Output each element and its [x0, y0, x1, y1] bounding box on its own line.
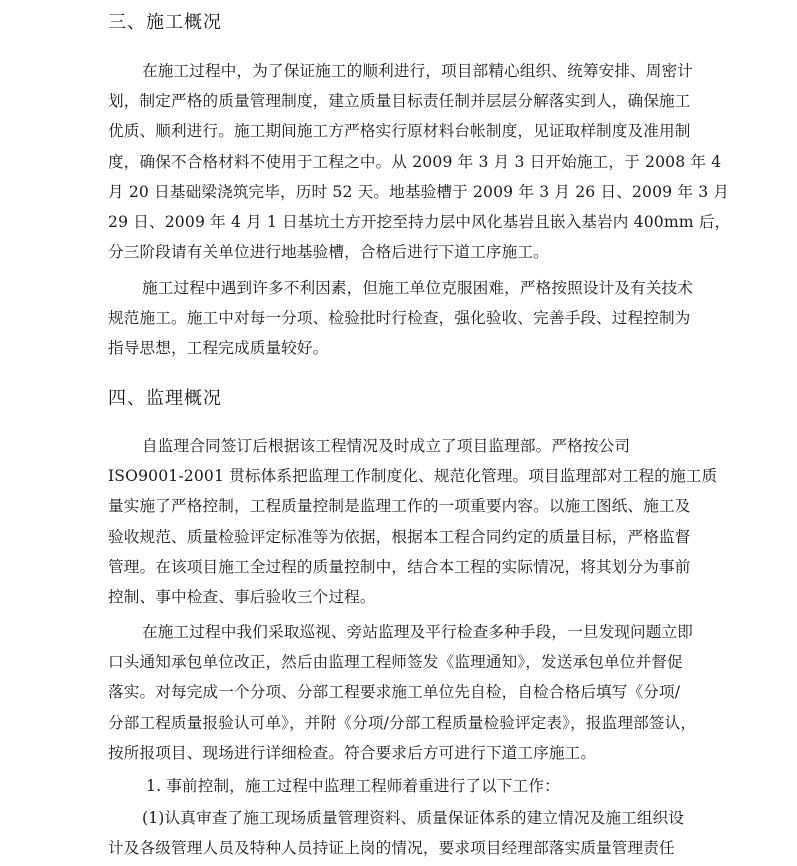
- text-line: 优质、顺利进行。施工期间施工方严格实行原材料台帐制度，见证取样制度及准用制: [108, 122, 691, 141]
- text-line: 自监理合同签订后根据该工程情况及时成立了项目监理部。严格按公司: [142, 437, 631, 455]
- text-line: 施工过程中遇到许多不利因素，但施工单位克服困难，严格按照设计及有关技术: [142, 279, 694, 297]
- text-line: 落实。对每完成一个分项、分部工程要求施工单位先自检，自检合格后填写《分项/: [108, 683, 681, 702]
- text-line: 在施工过程中，为了保证施工的顺利进行，项目部精心组织、统筹安排、周密计: [142, 62, 694, 80]
- text-line: 管理。在该项目施工全过程的质量控制中，结合本工程的实际情况，将其划分为事前: [108, 557, 691, 576]
- text-line: 在施工过程中我们采取巡视、旁站监理及平行检查多种手段，一旦发现问题立即: [142, 623, 694, 641]
- section-4-item-1: [108, 771, 700, 801]
- text-line: 划，制定严格的质量管理制度，建立质量目标责任制并层层分解落实到人，确保施工: [108, 92, 691, 111]
- text-line: 控制、事中检查、事后验收三个过程。: [108, 588, 376, 607]
- text-line: 度，确保不合格材料不使用于工程之中。从 2009 年 3 月 3 日开始施工，于 2008 年 4: [108, 152, 722, 171]
- text-line: 规范施工。施工中对每一分项、检验批时行检查，强化验收、完善手段、过程控制为: [108, 309, 691, 328]
- list-item: 1. 事前控制，施工过程中监理工程师着重进行了以下工作：: [146, 777, 560, 795]
- text-line: 计及各级管理人员及特种人员持证上岗的情况，要求项目经理部落实质量管理责任: [108, 839, 675, 858]
- text-line: 量实施了严格控制，工程质量控制是监理工作的一项重要内容。以施工图纸、施工及: [108, 497, 691, 516]
- section-4-heading: 四、监理概况: [108, 388, 222, 409]
- text-line: (1)认真审查了施工现场质量管理资料、质量保证体系的建立情况及施工组织设: [142, 809, 685, 827]
- text-line: 按所报项目、现场进行详细检查。符合要求后方可进行下道工序施工。: [108, 743, 597, 762]
- text-line: 分部工程质量报验认可单》，并附《分项/分部工程质量检验评定表》，报监理部签认，: [108, 713, 697, 732]
- text-line: 分三阶段请有关单位进行地基验槽，合格后进行下道工序施工。: [108, 243, 549, 262]
- section-3-paragraph-2: [108, 273, 700, 364]
- text-line: 验收规范、质量检验评定标准等为依据，根据本工程合同约定的质量目标，严格监督: [108, 527, 691, 546]
- text-line: ISO9001-2001 贯标体系把监理工作制度化、规范化管理。项目监理部对工程的施工质: [108, 467, 718, 486]
- section-4-paragraph-2: [108, 617, 700, 768]
- text-line: 月 20 日基础梁浇筑完毕，历时 52 天。地基验槽于 2009 年 3 月 26 日、2009 年 3 月: [108, 182, 730, 201]
- section-4-paragraph-1: [108, 431, 718, 612]
- text-line: 口头通知承包单位改正，然后由监理工程师签发《监理通知》，发送承包单位并督促: [108, 653, 683, 672]
- section-4-item-1-sub: [108, 803, 700, 863]
- section-3-heading: 三、施工概况: [108, 12, 222, 33]
- text-line: 29 日、2009 年 4 月 1 日基坑土方开挖至持力层中风化基岩且嵌入基岩内 400mm 后，: [108, 213, 731, 232]
- text-line: 指导思想，工程完成质量较好。: [108, 339, 329, 358]
- section-3-paragraph-1: [108, 56, 731, 267]
